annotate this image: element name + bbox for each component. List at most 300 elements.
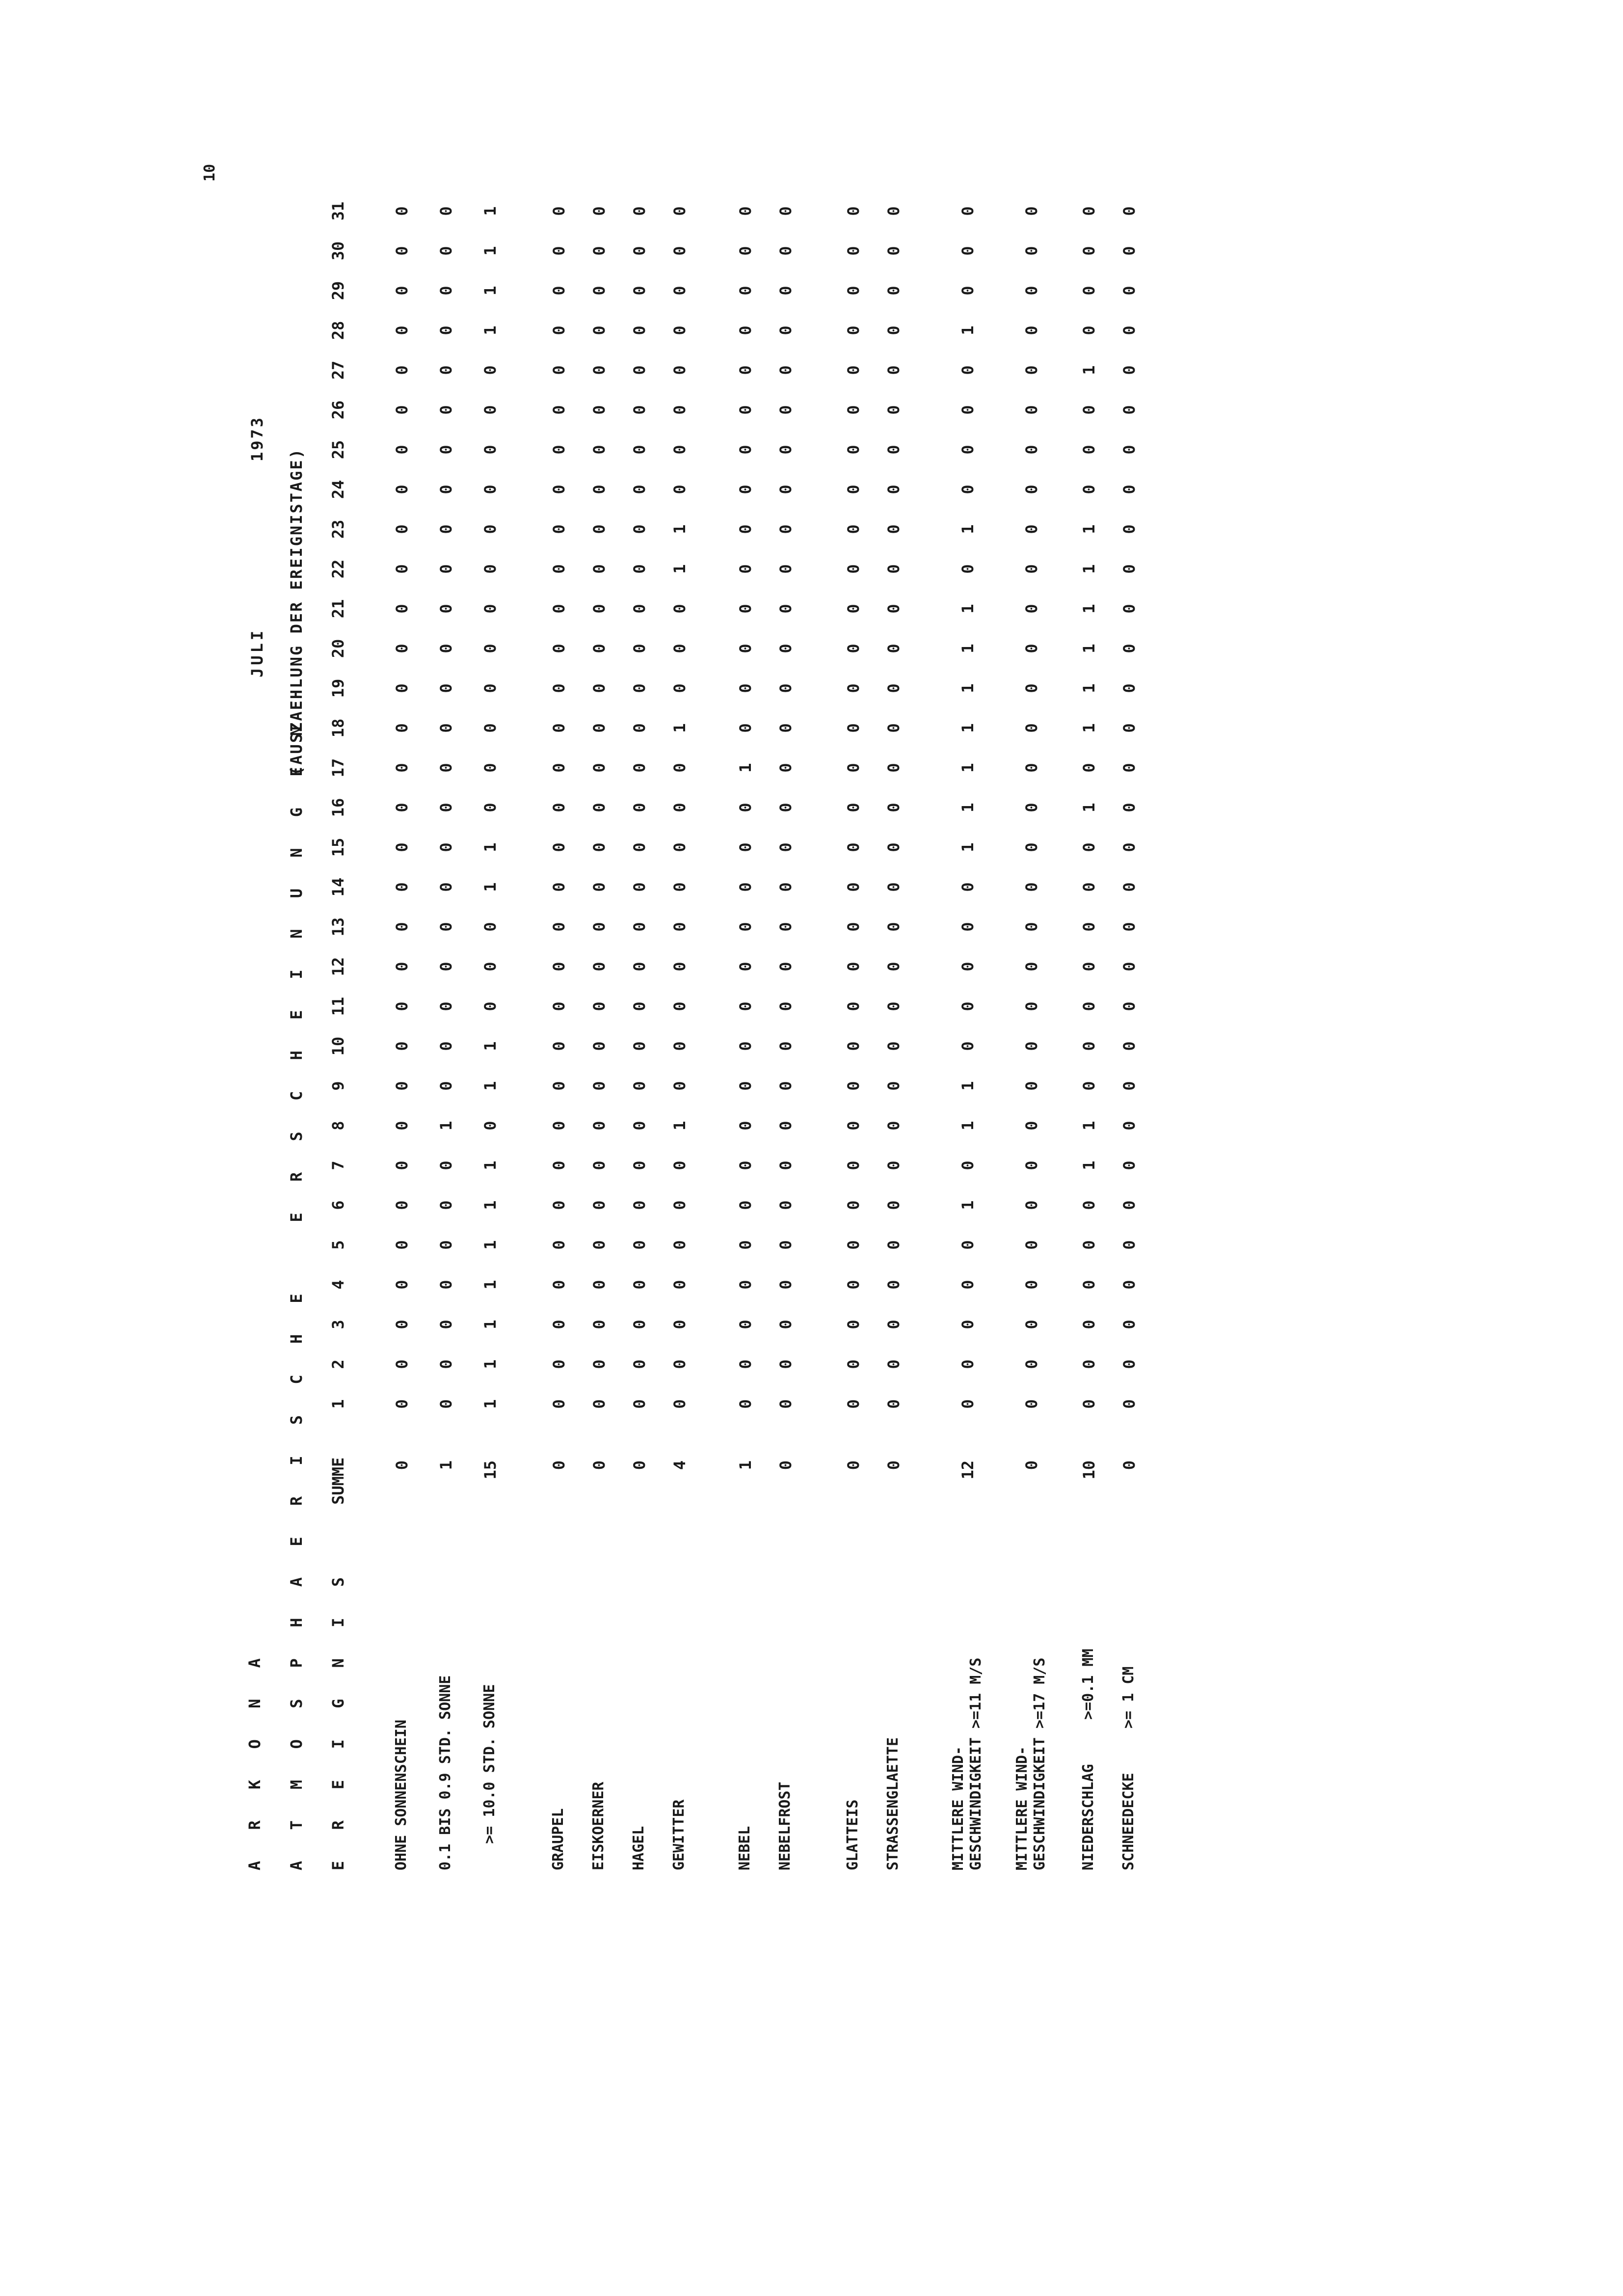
day-value: 0 bbox=[590, 325, 609, 335]
day-value: 0 bbox=[958, 445, 977, 455]
day-value: 0 bbox=[437, 1081, 455, 1091]
day-value: 0 bbox=[844, 1041, 863, 1051]
day-value: 0 bbox=[884, 1320, 903, 1329]
day-value: 0 bbox=[844, 365, 863, 375]
day-value: 0 bbox=[437, 1280, 455, 1290]
day-value: 0 bbox=[590, 1081, 609, 1091]
day-value: 0 bbox=[776, 1161, 795, 1170]
day-value: 0 bbox=[736, 1399, 755, 1409]
table-row bbox=[950, 172, 989, 1870]
day-value: 0 bbox=[590, 763, 609, 773]
day-value: 0 bbox=[1080, 485, 1098, 494]
day-value: 0 bbox=[1080, 842, 1098, 852]
day-value: 0 bbox=[776, 882, 795, 892]
day-value: 0 bbox=[1080, 1399, 1098, 1409]
day-value: 0 bbox=[550, 365, 568, 375]
day-value: 0 bbox=[884, 485, 903, 494]
day-value: 0 bbox=[776, 524, 795, 534]
day-value: 0 bbox=[630, 1081, 649, 1091]
day-value: 0 bbox=[1120, 325, 1139, 335]
day-value: 0 bbox=[736, 206, 755, 216]
day-value: 0 bbox=[630, 405, 649, 415]
printout-sheet bbox=[182, 163, 1222, 1870]
day-value: 0 bbox=[670, 246, 689, 256]
day-value: 0 bbox=[776, 842, 795, 852]
day-value: 0 bbox=[844, 882, 863, 892]
day-value: 0 bbox=[1022, 882, 1041, 892]
day-value: 0 bbox=[776, 1121, 795, 1131]
day-value: 0 bbox=[736, 604, 755, 614]
event-sum: 4 bbox=[670, 1460, 689, 1470]
day-value: 0 bbox=[437, 644, 455, 653]
page-number: 10 bbox=[201, 163, 218, 182]
day-value: 1 bbox=[481, 286, 500, 296]
day-value: 0 bbox=[670, 1041, 689, 1051]
day-value: 0 bbox=[590, 842, 609, 852]
day-column-header: 17 bbox=[329, 758, 347, 778]
day-value: 0 bbox=[844, 962, 863, 972]
day-value: 0 bbox=[1120, 365, 1139, 375]
day-value: 0 bbox=[590, 1359, 609, 1369]
day-value: 0 bbox=[1022, 962, 1041, 972]
day-value: 0 bbox=[437, 365, 455, 375]
day-value: 0 bbox=[844, 604, 863, 614]
day-value: 0 bbox=[437, 803, 455, 812]
day-value: 0 bbox=[776, 1200, 795, 1210]
event-label: GEWITTER bbox=[670, 1799, 688, 1870]
day-column-header: 12 bbox=[329, 957, 347, 976]
day-value: 0 bbox=[776, 1359, 795, 1369]
day-value: 0 bbox=[481, 485, 500, 494]
day-value: 0 bbox=[670, 1359, 689, 1369]
day-value: 0 bbox=[776, 962, 795, 972]
day-value: 0 bbox=[776, 564, 795, 574]
event-label: NEBELFROST bbox=[776, 1782, 794, 1870]
day-value: 0 bbox=[1120, 922, 1139, 932]
day-value: 0 bbox=[550, 1001, 568, 1011]
day-value: 0 bbox=[1022, 1121, 1041, 1131]
day-value: 0 bbox=[844, 206, 863, 216]
event-sum: 10 bbox=[1080, 1460, 1098, 1480]
day-value: 0 bbox=[481, 445, 500, 455]
day-value: 0 bbox=[884, 1200, 903, 1210]
event-sum: 0 bbox=[630, 1460, 649, 1470]
day-value: 0 bbox=[437, 286, 455, 296]
day-value: 0 bbox=[437, 1161, 455, 1170]
day-value: 0 bbox=[958, 962, 977, 972]
day-value: 0 bbox=[1080, 445, 1098, 455]
day-value: 0 bbox=[1022, 1359, 1041, 1369]
day-value: 0 bbox=[437, 485, 455, 494]
day-value: 0 bbox=[393, 1320, 411, 1329]
day-value: 0 bbox=[736, 405, 755, 415]
day-value: 0 bbox=[550, 1161, 568, 1170]
day-column-header: 26 bbox=[329, 400, 347, 420]
day-value: 0 bbox=[630, 485, 649, 494]
day-value: 0 bbox=[844, 445, 863, 455]
table-row bbox=[630, 172, 669, 1870]
day-value: 0 bbox=[590, 723, 609, 733]
day-value: 0 bbox=[590, 405, 609, 415]
day-value: 0 bbox=[437, 763, 455, 773]
day-value: 0 bbox=[1120, 1280, 1139, 1290]
day-value: 1 bbox=[481, 1359, 500, 1369]
day-value: 0 bbox=[958, 405, 977, 415]
day-value: 1 bbox=[481, 1041, 500, 1051]
day-value: 0 bbox=[1120, 604, 1139, 614]
day-value: 0 bbox=[1120, 246, 1139, 256]
day-value: 0 bbox=[393, 286, 411, 296]
day-value: 0 bbox=[1080, 1359, 1098, 1369]
table-row bbox=[670, 172, 710, 1870]
day-value: 0 bbox=[958, 365, 977, 375]
day-value: 0 bbox=[670, 842, 689, 852]
day-value: 0 bbox=[590, 445, 609, 455]
day-value: 0 bbox=[630, 683, 649, 693]
day-value: 0 bbox=[1120, 683, 1139, 693]
day-value: 1 bbox=[958, 723, 977, 733]
day-value: 0 bbox=[736, 1320, 755, 1329]
day-value: 0 bbox=[393, 1280, 411, 1290]
event-sum: 1 bbox=[736, 1460, 755, 1470]
day-value: 0 bbox=[393, 962, 411, 972]
day-value: 0 bbox=[844, 1399, 863, 1409]
day-value: 0 bbox=[1022, 564, 1041, 574]
day-value: 0 bbox=[393, 1399, 411, 1409]
day-value: 0 bbox=[1080, 405, 1098, 415]
day-value: 0 bbox=[1022, 723, 1041, 733]
day-value: 0 bbox=[776, 1081, 795, 1091]
day-value: 0 bbox=[1120, 962, 1139, 972]
day-value: 0 bbox=[844, 564, 863, 574]
day-value: 0 bbox=[670, 922, 689, 932]
day-value: 0 bbox=[776, 365, 795, 375]
day-value: 0 bbox=[437, 683, 455, 693]
day-value: 0 bbox=[670, 1001, 689, 1011]
day-value: 0 bbox=[884, 365, 903, 375]
event-label: NIEDERSCHLAG >=0.1 MM bbox=[1080, 1648, 1097, 1870]
day-value: 0 bbox=[437, 445, 455, 455]
day-value: 0 bbox=[630, 723, 649, 733]
event-sum: 15 bbox=[481, 1460, 500, 1480]
table-row bbox=[1013, 172, 1053, 1870]
day-value: 0 bbox=[776, 644, 795, 653]
event-sum: 0 bbox=[590, 1460, 609, 1470]
day-value: 0 bbox=[630, 1359, 649, 1369]
day-value: 0 bbox=[393, 1240, 411, 1250]
day-value: 1 bbox=[481, 325, 500, 335]
day-value: 0 bbox=[481, 763, 500, 773]
day-value: 0 bbox=[550, 1081, 568, 1091]
day-value: 0 bbox=[1120, 485, 1139, 494]
day-value: 0 bbox=[884, 1081, 903, 1091]
day-value: 0 bbox=[393, 1081, 411, 1091]
day-value: 1 bbox=[958, 1081, 977, 1091]
day-value: 1 bbox=[481, 206, 500, 216]
day-value: 0 bbox=[776, 763, 795, 773]
day-value: 0 bbox=[884, 803, 903, 812]
day-value: 0 bbox=[393, 922, 411, 932]
event-sum: 0 bbox=[844, 1460, 863, 1470]
day-value: 1 bbox=[481, 882, 500, 892]
day-value: 0 bbox=[844, 1359, 863, 1369]
day-value: 0 bbox=[884, 564, 903, 574]
day-value: 1 bbox=[958, 524, 977, 534]
day-value: 0 bbox=[958, 485, 977, 494]
day-column-header: 21 bbox=[329, 599, 347, 619]
event-label: NEBEL bbox=[736, 1826, 753, 1870]
day-value: 0 bbox=[481, 962, 500, 972]
day-value: 0 bbox=[550, 962, 568, 972]
day-value: 0 bbox=[393, 1001, 411, 1011]
day-value: 0 bbox=[958, 1320, 977, 1329]
sum-column-header: SUMME bbox=[329, 1457, 347, 1505]
day-value: 0 bbox=[958, 1359, 977, 1369]
day-value: 0 bbox=[481, 365, 500, 375]
day-value: 0 bbox=[1022, 763, 1041, 773]
day-value: 0 bbox=[550, 1399, 568, 1409]
day-value: 0 bbox=[630, 882, 649, 892]
day-value: 0 bbox=[776, 445, 795, 455]
day-value: 1 bbox=[670, 524, 689, 534]
day-value: 0 bbox=[844, 1121, 863, 1131]
day-value: 0 bbox=[590, 1280, 609, 1290]
table-row bbox=[550, 172, 589, 1870]
event-sum: 1 bbox=[437, 1460, 455, 1470]
day-value: 0 bbox=[1120, 405, 1139, 415]
day-value: 0 bbox=[1080, 206, 1098, 216]
day-value: 0 bbox=[437, 524, 455, 534]
day-value: 0 bbox=[844, 1240, 863, 1250]
day-value: 1 bbox=[1080, 604, 1098, 614]
day-value: 0 bbox=[393, 842, 411, 852]
day-value: 0 bbox=[670, 365, 689, 375]
day-value: 0 bbox=[958, 1161, 977, 1170]
day-value: 0 bbox=[550, 246, 568, 256]
day-value: 0 bbox=[776, 922, 795, 932]
day-value: 0 bbox=[393, 524, 411, 534]
day-value: 0 bbox=[590, 803, 609, 812]
day-value: 0 bbox=[1080, 962, 1098, 972]
day-value: 0 bbox=[1080, 882, 1098, 892]
day-value: 0 bbox=[437, 842, 455, 852]
event-sum: 12 bbox=[958, 1460, 977, 1480]
day-value: 0 bbox=[670, 763, 689, 773]
day-value: 0 bbox=[590, 246, 609, 256]
day-value: 0 bbox=[670, 644, 689, 653]
day-value: 0 bbox=[393, 206, 411, 216]
event-sum: 0 bbox=[1022, 1460, 1041, 1470]
day-value: 0 bbox=[1120, 206, 1139, 216]
day-value: 0 bbox=[437, 1240, 455, 1250]
day-value: 0 bbox=[550, 445, 568, 455]
day-value: 1 bbox=[481, 842, 500, 852]
day-value: 0 bbox=[736, 1200, 755, 1210]
day-value: 0 bbox=[393, 723, 411, 733]
day-value: 0 bbox=[1080, 1240, 1098, 1250]
day-value: 0 bbox=[630, 803, 649, 812]
day-value: 0 bbox=[776, 1320, 795, 1329]
day-value: 0 bbox=[776, 1001, 795, 1011]
day-value: 1 bbox=[481, 1320, 500, 1329]
day-value: 0 bbox=[1022, 286, 1041, 296]
day-value: 0 bbox=[776, 1240, 795, 1250]
day-value: 0 bbox=[1022, 842, 1041, 852]
day-column-header: 15 bbox=[329, 837, 347, 857]
day-column-header: 6 bbox=[329, 1200, 347, 1210]
day-value: 0 bbox=[590, 1320, 609, 1329]
day-value: 0 bbox=[630, 1240, 649, 1250]
day-value: 1 bbox=[670, 564, 689, 574]
day-value: 1 bbox=[1080, 723, 1098, 733]
day-value: 0 bbox=[1080, 763, 1098, 773]
day-value: 0 bbox=[776, 485, 795, 494]
event-label: STRASSENGLAETTE bbox=[884, 1737, 902, 1870]
day-value: 0 bbox=[884, 1240, 903, 1250]
day-value: 0 bbox=[550, 1041, 568, 1051]
day-value: 0 bbox=[1120, 445, 1139, 455]
day-value: 0 bbox=[844, 644, 863, 653]
day-value: 0 bbox=[550, 1320, 568, 1329]
day-value: 1 bbox=[958, 604, 977, 614]
day-value: 0 bbox=[884, 206, 903, 216]
day-value: 0 bbox=[481, 803, 500, 812]
day-value: 0 bbox=[481, 524, 500, 534]
day-value: 0 bbox=[884, 723, 903, 733]
day-value: 0 bbox=[1022, 485, 1041, 494]
day-value: 0 bbox=[550, 1121, 568, 1131]
day-value: 0 bbox=[736, 882, 755, 892]
day-value: 0 bbox=[481, 922, 500, 932]
day-value: 0 bbox=[1022, 1161, 1041, 1170]
day-value: 0 bbox=[1120, 1240, 1139, 1250]
day-value: 0 bbox=[884, 524, 903, 534]
day-value: 0 bbox=[844, 1081, 863, 1091]
day-value: 0 bbox=[630, 1121, 649, 1131]
day-value: 1 bbox=[670, 1121, 689, 1131]
event-sum: 0 bbox=[393, 1460, 411, 1470]
day-value: 0 bbox=[844, 1280, 863, 1290]
day-value: 0 bbox=[884, 683, 903, 693]
day-value: 0 bbox=[550, 286, 568, 296]
day-value: 0 bbox=[1022, 644, 1041, 653]
day-value: 0 bbox=[884, 922, 903, 932]
day-value: 0 bbox=[630, 286, 649, 296]
day-value: 0 bbox=[481, 1121, 500, 1131]
day-value: 0 bbox=[1022, 922, 1041, 932]
day-value: 0 bbox=[393, 644, 411, 653]
day-value: 0 bbox=[884, 1359, 903, 1369]
day-value: 0 bbox=[437, 1359, 455, 1369]
table-row bbox=[776, 172, 816, 1870]
day-value: 0 bbox=[776, 1399, 795, 1409]
day-value: 0 bbox=[736, 286, 755, 296]
day-value: 0 bbox=[590, 1041, 609, 1051]
day-value: 0 bbox=[630, 763, 649, 773]
month: JULI bbox=[248, 627, 266, 677]
day-value: 0 bbox=[630, 1200, 649, 1210]
day-value: 1 bbox=[1080, 1121, 1098, 1131]
day-value: 0 bbox=[393, 803, 411, 812]
day-value: 0 bbox=[884, 1041, 903, 1051]
day-value: 0 bbox=[630, 524, 649, 534]
day-column-header: 23 bbox=[329, 519, 347, 539]
day-value: 0 bbox=[670, 683, 689, 693]
day-value: 0 bbox=[590, 564, 609, 574]
day-value: 0 bbox=[1080, 1081, 1098, 1091]
day-value: 0 bbox=[958, 206, 977, 216]
day-value: 0 bbox=[1120, 882, 1139, 892]
day-value: 0 bbox=[437, 1320, 455, 1329]
day-value: 0 bbox=[844, 325, 863, 335]
day-value: 0 bbox=[1080, 286, 1098, 296]
day-value: 0 bbox=[550, 803, 568, 812]
day-value: 0 bbox=[958, 246, 977, 256]
day-value: 0 bbox=[844, 524, 863, 534]
day-value: 0 bbox=[550, 1359, 568, 1369]
day-value: 0 bbox=[736, 365, 755, 375]
day-value: 0 bbox=[630, 922, 649, 932]
table-row bbox=[884, 172, 924, 1870]
day-value: 0 bbox=[550, 882, 568, 892]
day-value: 0 bbox=[1022, 325, 1041, 335]
day-value: 0 bbox=[958, 922, 977, 932]
day-column-header: 10 bbox=[329, 1036, 347, 1056]
day-value: 0 bbox=[1022, 803, 1041, 812]
day-value: 0 bbox=[1080, 1041, 1098, 1051]
day-value: 1 bbox=[1080, 683, 1098, 693]
day-value: 0 bbox=[736, 803, 755, 812]
event-label: 0.1 BIS 0.9 STD. SONNE bbox=[437, 1675, 454, 1870]
day-value: 0 bbox=[393, 246, 411, 256]
day-value: 0 bbox=[393, 1041, 411, 1051]
day-value: 0 bbox=[884, 1280, 903, 1290]
day-value: 0 bbox=[1022, 604, 1041, 614]
day-value: 0 bbox=[844, 683, 863, 693]
day-value: 0 bbox=[736, 1081, 755, 1091]
day-value: 1 bbox=[1080, 644, 1098, 653]
day-value: 0 bbox=[630, 206, 649, 216]
day-value: 0 bbox=[844, 1320, 863, 1329]
day-column-header: 11 bbox=[329, 997, 347, 1016]
day-value: 0 bbox=[884, 644, 903, 653]
event-sum: 0 bbox=[776, 1460, 795, 1470]
event-sum: 0 bbox=[550, 1460, 568, 1470]
day-value: 0 bbox=[958, 1001, 977, 1011]
day-value: 0 bbox=[481, 644, 500, 653]
day-value: 0 bbox=[393, 763, 411, 773]
day-value: 0 bbox=[736, 1121, 755, 1131]
table-row bbox=[437, 172, 476, 1870]
day-value: 0 bbox=[481, 604, 500, 614]
day-column-header: 18 bbox=[329, 718, 347, 738]
day-value: 0 bbox=[1120, 1081, 1139, 1091]
day-value: 0 bbox=[1022, 365, 1041, 375]
day-value: 1 bbox=[481, 246, 500, 256]
day-value: 0 bbox=[1022, 206, 1041, 216]
day-value: 0 bbox=[550, 206, 568, 216]
day-value: 0 bbox=[736, 485, 755, 494]
day-value: 1 bbox=[481, 1240, 500, 1250]
table-subheading: (AUSZAEHLUNG DER EREIGNISTAGE) bbox=[287, 448, 306, 776]
table-row bbox=[481, 172, 520, 1870]
day-column-header: 16 bbox=[329, 798, 347, 817]
day-value: 0 bbox=[776, 1280, 795, 1290]
day-value: 0 bbox=[550, 644, 568, 653]
day-value: 0 bbox=[550, 524, 568, 534]
day-value: 0 bbox=[884, 405, 903, 415]
day-column-header: 13 bbox=[329, 917, 347, 937]
